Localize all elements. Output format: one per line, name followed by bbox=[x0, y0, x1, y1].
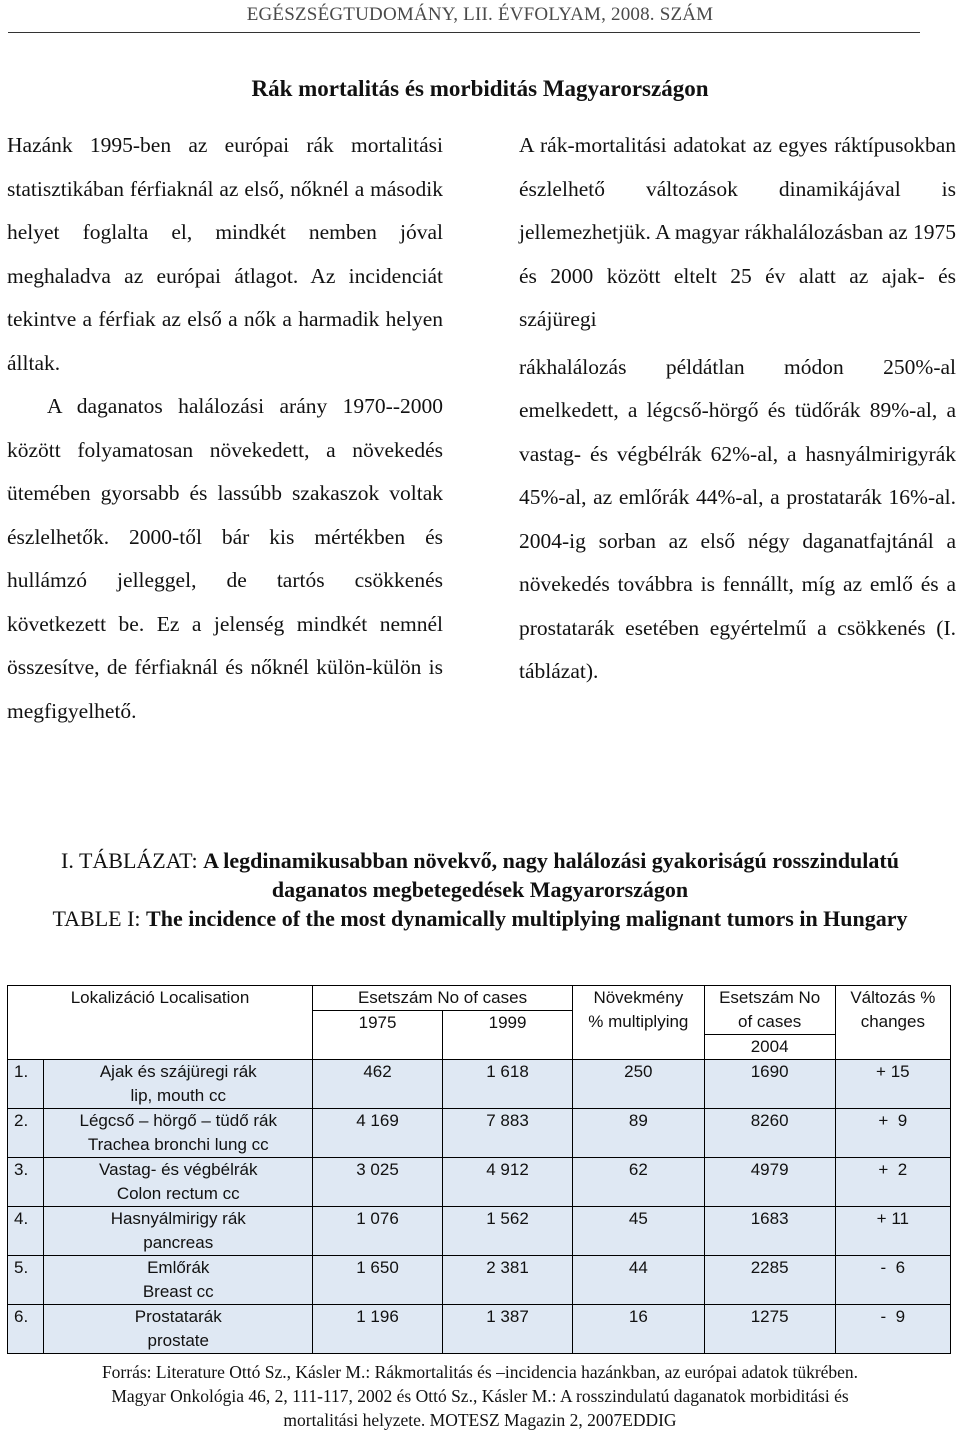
row-growth bbox=[573, 1060, 705, 1109]
row-change-change: - 6 bbox=[880, 1258, 906, 1277]
header-growth-line1: Növekmény bbox=[593, 988, 684, 1007]
row-localisation-hu: Hasnyálmirigy rák bbox=[110, 1209, 246, 1228]
row-number-num: 3. bbox=[14, 1160, 29, 1179]
header-cases-2004-line1: Esetszám No bbox=[719, 988, 821, 1007]
row-cases-1975-y1975: 462 bbox=[363, 1062, 392, 1081]
row-cases-1975-y1975: 3 025 bbox=[356, 1160, 399, 1179]
header-change bbox=[835, 986, 950, 1060]
table-caption-hu-prefix: I. TÁBLÁZAT: bbox=[61, 848, 198, 873]
row-growth bbox=[573, 1158, 705, 1207]
header-cases-2004 bbox=[704, 986, 835, 1035]
row-growth-growth: 62 bbox=[628, 1160, 648, 1179]
row-cases-1999 bbox=[443, 1305, 573, 1354]
left-column bbox=[7, 124, 443, 733]
row-change bbox=[835, 1060, 950, 1109]
row-change bbox=[835, 1305, 950, 1354]
row-change bbox=[835, 1256, 950, 1305]
table-row bbox=[8, 1158, 951, 1207]
row-localisation bbox=[44, 1109, 313, 1158]
right-column bbox=[519, 124, 956, 694]
row-cases-1975 bbox=[313, 1060, 443, 1109]
row-localisation-en: pancreas bbox=[143, 1233, 214, 1252]
row-cases-1975-y1975: 1 196 bbox=[356, 1307, 399, 1326]
row-number bbox=[8, 1256, 44, 1305]
row-cases-1999-y1999: 1 562 bbox=[486, 1209, 529, 1228]
row-cases-2004 bbox=[704, 1305, 835, 1354]
row-change-change: + 2 bbox=[878, 1160, 908, 1179]
row-localisation-hu: Légcső – hörgő – tüdő rák bbox=[79, 1111, 278, 1130]
row-cases-1999-y1999: 4 912 bbox=[486, 1160, 529, 1179]
row-cases-1999 bbox=[443, 1256, 573, 1305]
row-cases-1975 bbox=[313, 1305, 443, 1354]
row-number bbox=[8, 1060, 44, 1109]
row-number-num: 1. bbox=[14, 1062, 29, 1081]
table-row bbox=[8, 1207, 951, 1256]
header-cases-2004-line2: of cases bbox=[737, 1012, 802, 1031]
row-growth-growth: 16 bbox=[628, 1307, 648, 1326]
row-cases-1975-y1975: 1 076 bbox=[356, 1209, 399, 1228]
table-row bbox=[8, 1305, 951, 1354]
table-caption bbox=[20, 846, 940, 933]
row-localisation-hu: Prostatarák bbox=[134, 1307, 222, 1326]
row-growth bbox=[573, 1109, 705, 1158]
row-cases-1975 bbox=[313, 1207, 443, 1256]
incidence-table bbox=[7, 985, 951, 1354]
right-paragraph-2: rákhalálozás példátlan módon 250%-al emelkedett, a légcső-hörgő és tüdőrák 89%-al, a vastag- és végbélrák 62%-al, a hasnyálmirigyrák 45%-al, az emlőrák 44%-al, a prostatarák 16%-al. 2004-ig sorban az első négy daganatfajtánál a növekedés továbbra is fennállt, míg az emlő és a prostatarák esetében egyértelmű a csökkenés (I. táblázat). bbox=[519, 354, 956, 683]
left-paragraph-2: A daganatos halálozási arány 1970--2000 között folyamatosan növekedett, a növekedés ütemében gyorsabb és lassúbb szakaszok voltak észlelhetők. 2000-től bár kis mértékben és hullámzó jelleggel, de tartós csökkenés következett be. Ez a jelenség mindkét nemnél összesítve, de férfiaknál és nőknél külön-külön is megfigyelhető. bbox=[7, 394, 443, 723]
row-cases-2004-y2004: 8260 bbox=[750, 1111, 789, 1130]
row-change-change: + 15 bbox=[876, 1062, 910, 1081]
header-change-line1: Változás % bbox=[850, 988, 936, 1007]
source-line-2: Magyar Onkológia 46, 2, 111-117, 2002 és Ottó Sz., Kásler M.: A rosszindulatú daganatok morbiditási és bbox=[111, 1386, 849, 1406]
row-localisation-en: Trachea bronchi lung cc bbox=[87, 1135, 269, 1154]
row-number-num: 6. bbox=[14, 1307, 29, 1326]
row-localisation bbox=[44, 1158, 313, 1207]
row-growth bbox=[573, 1256, 705, 1305]
row-growth-growth: 44 bbox=[628, 1258, 648, 1277]
row-growth-growth: 250 bbox=[624, 1062, 653, 1081]
section-title: Rák mortalitás és morbiditás Magyarországon bbox=[251, 76, 709, 101]
row-cases-1975-y1975: 1 650 bbox=[356, 1258, 399, 1277]
row-number bbox=[8, 1207, 44, 1256]
row-cases-2004 bbox=[704, 1256, 835, 1305]
row-number bbox=[8, 1305, 44, 1354]
row-localisation-hu: Vastag- és végbélrák bbox=[99, 1160, 258, 1179]
right-paragraph-1: A rák-mortalitási adatokat az egyes ráktípusokban észlelhető változások dinamikájával is jellemezhetjük. A magyar rákhalálozásban az 1975 és 2000 között eltelt 25 év alatt az ajak- és szájüregi bbox=[519, 133, 956, 331]
row-growth-growth: 89 bbox=[628, 1111, 648, 1130]
row-cases-1975-y1975: 4 169 bbox=[356, 1111, 399, 1130]
row-localisation-en: Colon rectum cc bbox=[116, 1184, 240, 1203]
running-header: EGÉSZSÉGTUDOMÁNY, LII. ÉVFOLYAM, 2008. SZÁM bbox=[246, 4, 714, 25]
table-row bbox=[8, 1109, 951, 1158]
left-paragraph-1: Hazánk 1995-ben az európai rák mortalitási statisztikában férfiaknál az első, nőknél a második helyet foglalta el, mindkét nemben jóval meghaladva az európai átlagot. Az incidenciát tekintve a férfiak az első a nők a harmadik helyen álltak. bbox=[7, 133, 443, 375]
table-row bbox=[8, 1060, 951, 1109]
row-growth-growth: 45 bbox=[628, 1209, 648, 1228]
row-cases-1975 bbox=[313, 1109, 443, 1158]
row-cases-2004-y2004: 1275 bbox=[750, 1307, 789, 1326]
header-year-1999: 1999 bbox=[443, 1011, 573, 1060]
row-cases-1999 bbox=[443, 1207, 573, 1256]
row-number-num: 5. bbox=[14, 1258, 29, 1277]
row-cases-2004-y2004: 1690 bbox=[750, 1062, 789, 1081]
row-cases-1999-y1999: 1 618 bbox=[486, 1062, 529, 1081]
row-change bbox=[835, 1207, 950, 1256]
row-cases-1999-y1999: 2 381 bbox=[486, 1258, 529, 1277]
table-header-row bbox=[8, 986, 951, 1011]
row-cases-2004 bbox=[704, 1207, 835, 1256]
table-caption-en-prefix: TABLE I: bbox=[52, 906, 141, 931]
row-cases-2004-y2004: 1683 bbox=[750, 1209, 789, 1228]
header-year-1975: 1975 bbox=[313, 1011, 443, 1060]
row-cases-2004 bbox=[704, 1060, 835, 1109]
header-cases-2004-year: 2004 bbox=[704, 1035, 835, 1060]
row-localisation-hu: Ajak és szájüregi rák bbox=[99, 1062, 257, 1081]
source-line-1: Forrás: Literature Ottó Sz., Kásler M.: Rákmortalitás és –incidencia hazánkban, az európai adatok tükrében. bbox=[101, 1362, 859, 1382]
row-localisation bbox=[44, 1060, 313, 1109]
row-number-num: 4. bbox=[14, 1209, 29, 1228]
header-change-line2: changes bbox=[860, 1012, 925, 1031]
row-cases-2004-y2004: 2285 bbox=[750, 1258, 789, 1277]
row-number bbox=[8, 1158, 44, 1207]
table-caption-hu-title: A legdinamikusabban növekvő, nagy halálozási gyakoriságú rosszindulatú daganatos megbetegedések Magyarországon bbox=[203, 848, 899, 902]
header-growth-line2: % multiplying bbox=[588, 1012, 689, 1031]
table-caption-hu bbox=[20, 846, 940, 904]
row-number-num: 2. bbox=[14, 1111, 29, 1130]
table-caption-en bbox=[20, 904, 940, 933]
row-cases-1999 bbox=[443, 1060, 573, 1109]
row-localisation bbox=[44, 1207, 313, 1256]
row-change-change: + 9 bbox=[878, 1111, 908, 1130]
row-localisation-en: lip, mouth cc bbox=[130, 1086, 226, 1105]
row-localisation-en: Breast cc bbox=[142, 1282, 214, 1301]
row-change bbox=[835, 1158, 950, 1207]
row-localisation-hu: Emlőrák bbox=[147, 1258, 210, 1277]
header-localisation: Lokalizáció Localisation bbox=[8, 986, 313, 1060]
source-note bbox=[10, 1360, 950, 1432]
table-row bbox=[8, 1256, 951, 1305]
row-change-change: - 9 bbox=[880, 1307, 906, 1326]
row-cases-1999-y1999: 7 883 bbox=[486, 1111, 529, 1130]
source-line-3: mortalitási helyzete. MOTESZ Magazin 2, 2007EDDIG bbox=[283, 1410, 677, 1430]
row-number bbox=[8, 1109, 44, 1158]
header-rule bbox=[8, 32, 920, 33]
row-cases-2004 bbox=[704, 1158, 835, 1207]
row-localisation bbox=[44, 1305, 313, 1354]
row-cases-1975 bbox=[313, 1158, 443, 1207]
row-localisation bbox=[44, 1256, 313, 1305]
row-cases-1999-y1999: 1 387 bbox=[486, 1307, 529, 1326]
table-caption-en-title: The incidence of the most dynamically multiplying malignant tumors in Hungary bbox=[146, 906, 908, 931]
row-growth bbox=[573, 1305, 705, 1354]
row-cases-2004 bbox=[704, 1109, 835, 1158]
row-change bbox=[835, 1109, 950, 1158]
row-cases-1975 bbox=[313, 1256, 443, 1305]
row-growth bbox=[573, 1207, 705, 1256]
row-cases-1999 bbox=[443, 1109, 573, 1158]
row-localisation-en: prostate bbox=[147, 1331, 209, 1350]
row-cases-2004-y2004: 4979 bbox=[750, 1160, 789, 1179]
header-cases: Esetszám No of cases bbox=[313, 986, 573, 1011]
row-change-change: + 11 bbox=[876, 1209, 909, 1228]
header-growth bbox=[573, 986, 705, 1060]
row-cases-1999 bbox=[443, 1158, 573, 1207]
